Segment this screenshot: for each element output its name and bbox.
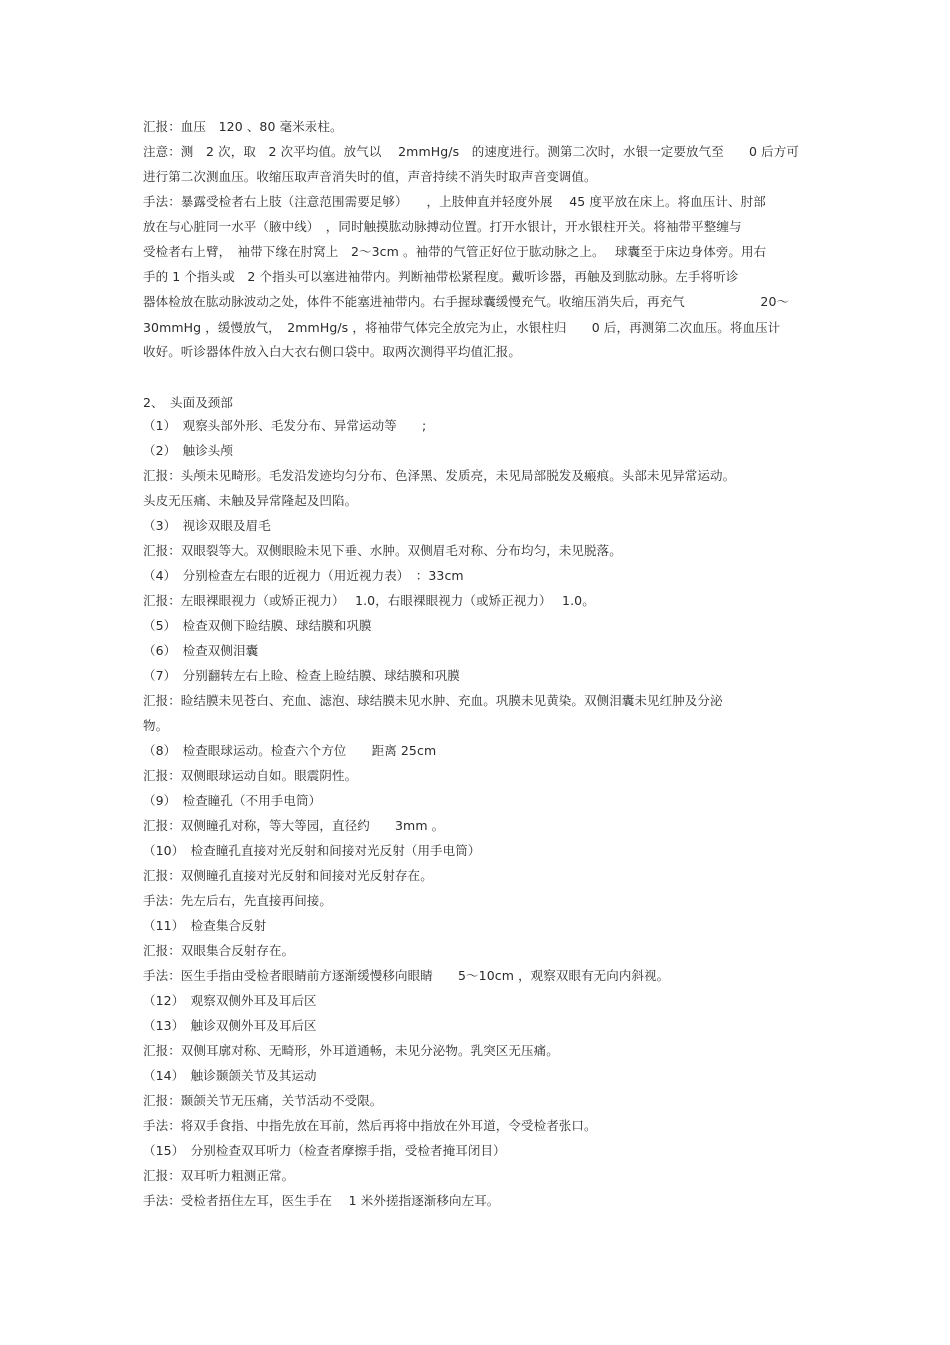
text-line: （4） 分别检查左右眼的近视力（用近视力表） ：33cm [143,568,464,583]
text-line: （3） 视诊双眼及眉毛 [143,518,271,533]
text-line: 汇报：血压 120 、80 毫米汞柱。 [143,119,343,134]
text-line: 注意：测 2 次，取 2 次平均值。放气以 2mmHg/s 的速度进行。测第二次时，水银一定要放气至 0 后方可 [143,144,799,159]
text-line: 手的 1 个指头或 2 个指头可以塞进袖带内。判断袖带松紧程度。戴听诊器，再触及到肱动脉。左手将听诊 [143,269,739,284]
text-line: 汇报：双侧耳廓对称、无畸形，外耳道通畅，未见分泌物。乳突区无压痛。 [143,1043,559,1058]
text-line: 汇报：双耳听力粗测正常。 [143,1168,295,1183]
text-line: 汇报：睑结膜未见苍白、充血、滤泡、球结膜未见水肿、充血。巩膜未见黄染。双侧泪囊未见红肿及分泌 [143,693,723,708]
text-line: （9） 检查瞳孔（不用手电筒） [143,793,322,808]
text-line: （11） 检查集合反射 [143,918,267,933]
text-line: 汇报：双侧眼球运动自如。眼震阴性。 [143,768,358,783]
text-line: 手法：将双手食指、中指先放在耳前，然后再将中指放在外耳道，令受检者张口。 [143,1118,597,1133]
text-line: 收好。听诊器体件放入白大衣右侧口袋中。取两次测得平均值汇报。 [143,344,522,359]
text-line: 30mmHg ，缓慢放气， 2mmHg/s ，将袖带气体完全放完为止，水银柱归 0 后，再测第二次血压。将血压计 [143,320,781,335]
text-line: 手法：受检者捂住左耳，医生手在 1 米外搓指逐渐移向左耳。 [143,1193,500,1208]
text-line: （1） 观察头部外形、毛发分布、异常运动等 ; [143,418,427,433]
text-line: 头皮无压痛、未触及异常隆起及凹陷。 [143,493,358,508]
text-line: 汇报：双眼裂等大。双侧眼睑未见下垂、水肿。双侧眉毛对称、分布均匀，未见脱落。 [143,543,622,558]
text-line: 汇报：双眼集合反射存在。 [143,943,295,958]
text-line: 放在与心脏同一水平（腋中线） ，同时触摸肱动脉搏动位置。打开水银计，开水银柱开关。将袖带平整缠与 [143,219,742,234]
text-line: 汇报：左眼裸眼视力（或矫正视力） 1.0，右眼裸眼视力（或矫正视力） 1.0。 [143,593,595,608]
text-line: 手法：医生手指由受检者眼睛前方逐渐缓慢移向眼睛 5～10cm ，观察双眼有无向内斜视。 [143,968,670,983]
text-line: （13） 触诊双侧外耳及耳后区 [143,1018,317,1033]
text-line: （5） 检查双侧下睑结膜、球结膜和巩膜 [143,618,372,633]
text-line: 受检者右上臂， 袖带下缘在肘窝上 2～3cm 。袖带的气管正好位于肱动脉之上。 球囊至于床边身体旁。用右 [143,244,767,259]
text-line: 手法：暴露受检者右上肢（注意范围需要足够） ，上肢伸直并轻度外展 45 度平放在床上。将血压计、肘部 [143,194,766,209]
text-line: （6） 检查双侧泪囊 [143,643,259,658]
text-line: （12） 观察双侧外耳及耳后区 [143,993,317,1008]
section-heading: 2、 头面及颈部 [143,395,234,410]
text-line: （15） 分别检查双耳听力（检查者摩擦手指，受检者掩耳闭目） [143,1143,506,1158]
text-line: 物。 [143,718,169,733]
text-line: （14） 触诊颞颌关节及其运动 [143,1068,317,1083]
text-line: 器体检放在肱动脉波动之处，体件不能塞进袖带内。右手握球囊缓慢充气。收缩压消失后，再充气 20～ [143,294,790,309]
text-line: （10） 检查瞳孔直接对光反射和间接对光反射（用手电筒） [143,843,481,858]
text-line: （2） 触诊头颅 [143,443,234,458]
text-line: （8） 检查眼球运动。检查六个方位 距离 25cm [143,743,437,758]
text-line: 汇报：头颅未见畸形。毛发沿发迹均匀分布、色泽黑、发质亮，未见局部脱发及瘢痕。头部未见异常运动。 [143,468,736,483]
text-line: 汇报：颞颌关节无压痛，关节活动不受限。 [143,1093,383,1108]
text-line: 汇报：双侧瞳孔对称，等大等园，直径约 3mm 。 [143,818,445,833]
text-line: 进行第二次测血压。收缩压取声音消失时的值，声音持续不消失时取声音变调值。 [143,169,597,184]
text-line: （7） 分别翻转左右上睑、检查上睑结膜、球结膜和巩膜 [143,668,460,683]
text-line: 汇报：双侧瞳孔直接对光反射和间接对光反射存在。 [143,868,433,883]
text-line: 手法：先左后右，先直接再间接。 [143,893,333,908]
